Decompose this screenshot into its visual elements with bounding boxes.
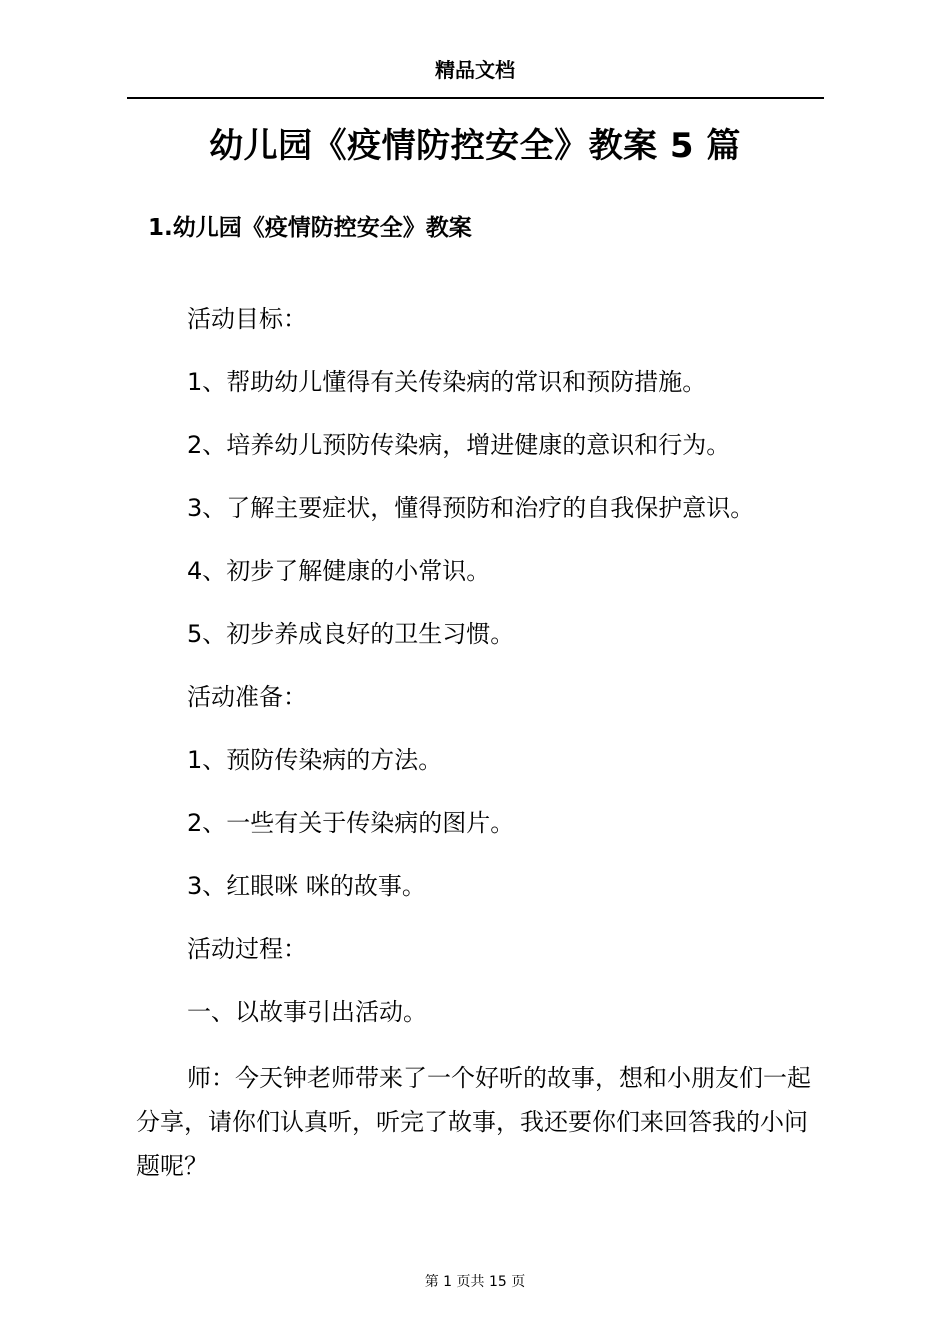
header-label: 精品文档	[435, 58, 515, 82]
text-line-preparation-heading: 活动准备：	[187, 683, 307, 711]
text-line-objective-5: 5、初步养成良好的卫生习惯。	[187, 620, 515, 648]
text-line-objective-4: 4、初步了解健康的小常识。	[187, 557, 491, 585]
text-line-objective-1: 1、帮助幼儿懂得有关传染病的常识和预防措施。	[187, 368, 707, 396]
section-heading: 1.幼儿园《疫情防控安全》教案	[148, 215, 472, 241]
text-line-preparation-1: 1、预防传染病的方法。	[187, 746, 443, 774]
header-divider	[127, 97, 824, 99]
text-line-process-step-1: 一、以故事引出活动。	[187, 998, 427, 1026]
text-line-objectives-heading: 活动目标：	[187, 305, 307, 333]
text-line-objective-2: 2、培养幼儿预防传染病，增进健康的意识和行为。	[187, 431, 731, 459]
text-line-objective-3: 3、了解主要症状，懂得预防和治疗的自我保护意识。	[187, 494, 755, 522]
text-line-process-heading: 活动过程：	[187, 935, 307, 963]
body-paragraph: 师：今天钟老师带来了一个好听的故事，想和小朋友们一起分享，请你们认真听，听完了故事，我还要你们来回答我的小问题呢？	[136, 1064, 811, 1180]
text-line-preparation-2: 2、一些有关于传染病的图片。	[187, 809, 515, 837]
document-title: 幼儿园《疫情防控安全》教案 5 篇	[209, 126, 741, 166]
page-footer: 第 1 页共 15 页	[424, 1274, 526, 1290]
text-line-preparation-3: 3、红眼咪 咪的故事。	[187, 872, 426, 900]
